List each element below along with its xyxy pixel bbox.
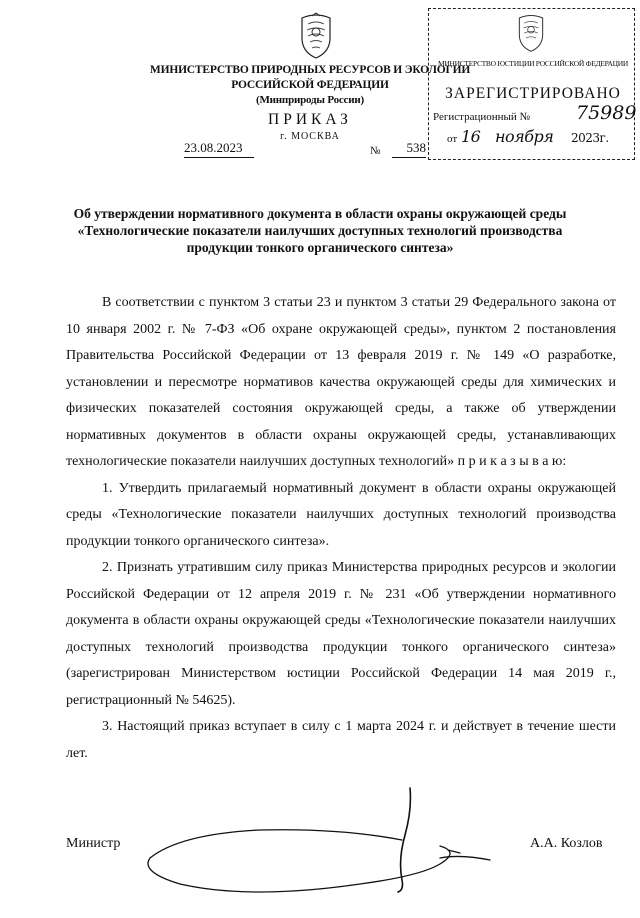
body-item-2: 2. Признать утратившим силу приказ Министерства природных ресурсов и экологии Российской Федерации от 12 апреля 2019 г. № 231 «Об утверждении нормативного документа в области охраны окружающей среды «Технологические показатели наилучших доступных технологий производства продукции тонкого органического синтеза» (зарегистрирован Министерством юстиции Российской Федерации 14 мая 2019 г., регистрационный № 54625). bbox=[66, 560, 616, 708]
stamp-date-prefix: от bbox=[447, 133, 458, 145]
document-type: ПРИКАЗ bbox=[268, 111, 352, 128]
document-title bbox=[40, 205, 600, 256]
registration-stamp bbox=[428, 8, 635, 160]
city: г. МОСКВА bbox=[280, 131, 340, 142]
stamp-date-year: 2023г. bbox=[571, 131, 609, 145]
stamp-emblem-icon bbox=[514, 13, 548, 53]
body-intro: В соответствии с пунктом 3 статьи 23 и пунктом 3 статьи 29 Федерального закона от 10 января 2002 г. № 7-ФЗ «Об охране окружающей среды», пунктом 2 постановления Правительства Российской Федерации от 13 февраля 2019 г. № 149 «О разработке, установлении и пересмотре нормативов качества окружающей среды для химических и физических показателей состояния окружающей среды, а также об утверждении нормативных документов в области охраны окружающей среды, устанавливающих технологические показатели наилучших доступных технологий» п р и к а з ы в а ю: bbox=[66, 295, 616, 469]
signatory-position: Министр bbox=[66, 836, 121, 851]
stamp-reg-label: Регистрационный № bbox=[433, 111, 531, 123]
number-sign: № bbox=[370, 145, 381, 157]
handwritten-signature bbox=[140, 780, 500, 900]
body-item-1: 1. Утвердить прилагаемый нормативный документ в области охраны окружающей среды «Технологические показатели наилучших доступных технологий производства продукции тонкого органического синтеза». bbox=[66, 480, 616, 549]
document-body bbox=[66, 290, 616, 767]
stamp-date-month: ноября bbox=[495, 127, 554, 146]
ministry-short-name: (Минприроды России) bbox=[256, 94, 364, 106]
signatory-name: А.А. Козлов bbox=[530, 836, 603, 851]
title-line3: продукции тонкого органического синтеза» bbox=[186, 240, 454, 255]
title-line2: «Технологические показатели наилучших доступных технологий производства bbox=[77, 223, 563, 238]
title-line1: Об утверждении нормативного документа в области охраны окружающей среды bbox=[73, 206, 567, 221]
coat-of-arms-icon bbox=[296, 12, 336, 60]
order-date: 23.08.2023 bbox=[184, 140, 254, 158]
stamp-status: ЗАРЕГИСТРИРОВАНО bbox=[445, 85, 621, 102]
ministry-name-line1: МИНИСТЕРСТВО ПРИРОДНЫХ РЕСУРСОВ И ЭКОЛОГИИ bbox=[149, 64, 471, 76]
stamp-date-day: 16 bbox=[461, 127, 481, 146]
ministry-name-line2: РОССИЙСКОЙ ФЕДЕРАЦИИ bbox=[231, 79, 389, 91]
body-item-3: 3. Настоящий приказ вступает в силу с 1 марта 2024 г. и действует в течение шести лет. bbox=[66, 719, 616, 761]
stamp-reg-number: 75989 bbox=[576, 102, 637, 124]
order-number: 538 bbox=[392, 140, 426, 158]
stamp-ministry: МИНИСТЕРСТВО ЮСТИЦИИ РОССИЙСКОЙ ФЕДЕРАЦИИ bbox=[438, 59, 628, 68]
